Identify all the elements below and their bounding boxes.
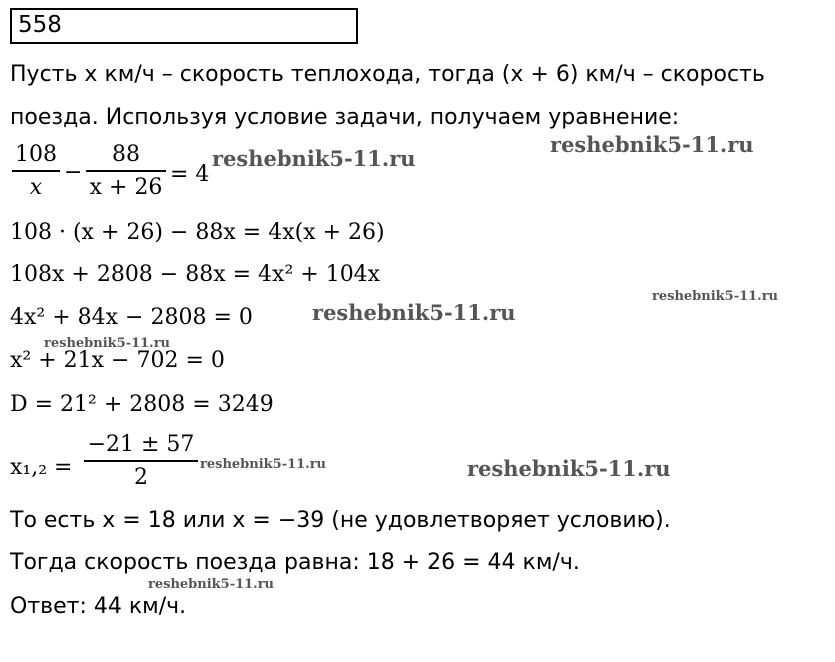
answer: Ответ: 44 км/ч. <box>10 594 187 619</box>
watermark-1: reshebnik5-11.ru <box>212 146 416 171</box>
watermark-2: reshebnik5-11.ru <box>550 132 754 157</box>
fraction-2-numerator: 88 <box>112 142 140 167</box>
roots-denominator: 2 <box>134 465 148 490</box>
conclusion-2: Тогда скорость поезда равна: 18 + 26 = 44 км/ч. <box>10 550 580 575</box>
fraction-2 <box>86 142 166 200</box>
watermark-5: reshebnik5-11.ru <box>44 336 171 351</box>
watermark-7: reshebnik5-11.ru <box>467 456 671 481</box>
roots-numerator: −21 ± 57 <box>87 432 195 457</box>
intro-line-1: Пусть x км/ч – скорость теплохода, тогда (x + 6) км/ч – скорость <box>10 62 765 87</box>
watermark-4: reshebnik5-11.ru <box>312 300 516 325</box>
fraction-1 <box>12 142 60 200</box>
equation-rhs: = 4 <box>170 162 210 187</box>
step-4: x² + 21x − 702 = 0 <box>10 348 225 373</box>
fraction-1-bar <box>12 170 60 172</box>
problem-number-box <box>10 8 358 44</box>
conclusion-1: То есть x = 18 или x = −39 (не удовлетворяет условию). <box>10 508 671 533</box>
fraction-1-numerator: 108 <box>15 142 57 167</box>
problem-number: 558 <box>18 12 62 38</box>
roots-bar <box>84 460 198 462</box>
fraction-2-bar <box>86 170 166 172</box>
step-2: 108x + 2808 − 88x = 4x² + 104x <box>10 262 381 287</box>
watermark-8: reshebnik5-11.ru <box>148 577 275 592</box>
roots-fraction <box>84 432 198 490</box>
step-3: 4x² + 84x − 2808 = 0 <box>10 305 253 330</box>
roots-lhs: x₁,₂ = <box>10 455 73 480</box>
watermark-3: reshebnik5-11.ru <box>652 289 779 304</box>
equation-minus: − <box>64 160 83 185</box>
watermark-6: reshebnik5-11.ru <box>200 457 327 472</box>
intro-line-2: поезда. Используя условие задачи, получаем уравнение: <box>10 105 680 130</box>
fraction-1-denominator: x <box>29 175 43 200</box>
discriminant: D = 21² + 2808 = 3249 <box>10 392 274 417</box>
step-1: 108 · (x + 26) − 88x = 4x(x + 26) <box>10 220 385 245</box>
fraction-2-denominator: x + 26 <box>89 175 163 200</box>
